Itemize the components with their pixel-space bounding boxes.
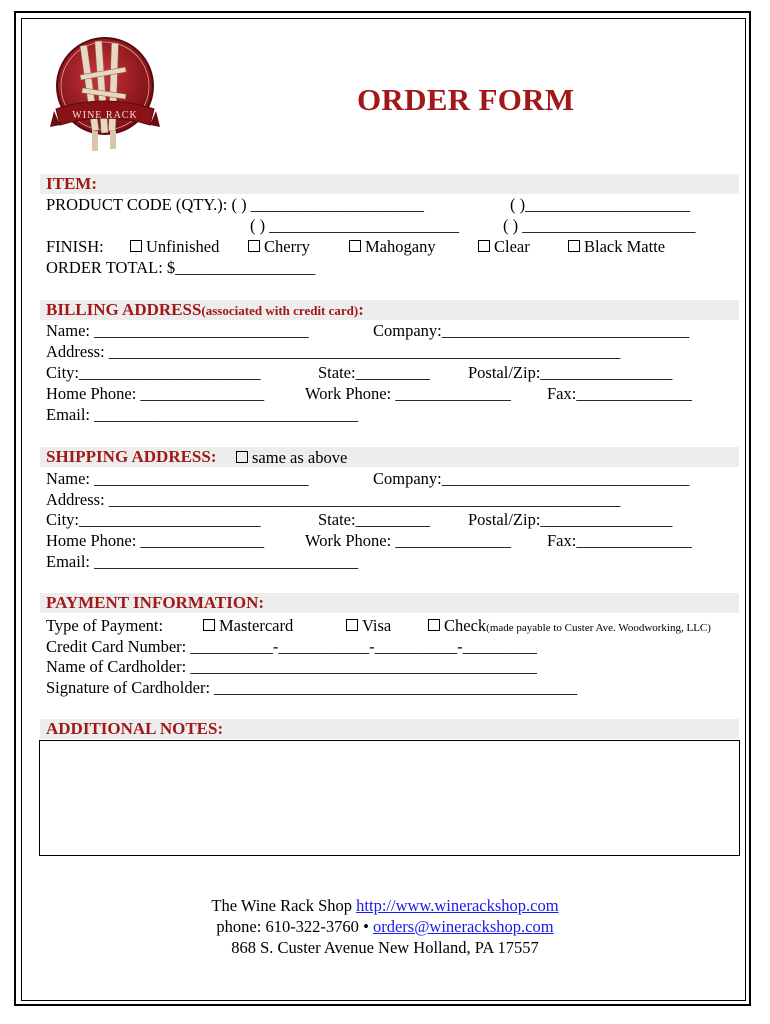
checkbox-icon[interactable] bbox=[478, 240, 490, 252]
mastercard-label: Mastercard bbox=[219, 616, 294, 635]
additional-notes-box[interactable] bbox=[39, 740, 740, 856]
checkbox-icon[interactable] bbox=[203, 619, 215, 631]
cardholder-name-field[interactable]: Name of Cardholder: __________________________________________ bbox=[46, 657, 537, 676]
footer-line-1 bbox=[0, 896, 770, 916]
order-total-field[interactable]: ORDER TOTAL: $_________________ bbox=[46, 258, 316, 277]
mastercard-option[interactable] bbox=[203, 616, 293, 636]
finish-clear-option[interactable] bbox=[478, 237, 530, 257]
page-title: ORDER FORM bbox=[357, 82, 575, 117]
billing-address-field[interactable]: Address: ______________________________________________________________ bbox=[46, 342, 621, 361]
shipping-address-field[interactable]: Address: ______________________________________________________________ bbox=[46, 490, 621, 509]
billing-home-phone-field[interactable]: Home Phone: _______________ bbox=[46, 384, 265, 403]
check-note: (made payable to Custer Ave. Woodworking, LLC) bbox=[486, 622, 711, 634]
finish-cherry-option[interactable] bbox=[248, 237, 310, 257]
billing-work-phone-field[interactable]: Work Phone: ______________ bbox=[305, 384, 511, 403]
item-section-band bbox=[40, 174, 739, 194]
credit-card-number-field[interactable]: Credit Card Number: __________-___________-__________-_________ bbox=[46, 637, 537, 656]
shipping-name-field[interactable]: Name: __________________________ bbox=[46, 469, 309, 488]
check-option[interactable] bbox=[428, 616, 711, 636]
billing-email-field[interactable]: Email: ________________________________ bbox=[46, 405, 359, 424]
same-as-above-label: same as above bbox=[252, 448, 348, 467]
billing-name-field[interactable]: Name: __________________________ bbox=[46, 321, 309, 340]
logo-text: WINE RACK bbox=[72, 110, 138, 121]
finish-clear-label: Clear bbox=[494, 237, 530, 256]
billing-heading-text: BILLING ADDRESS bbox=[46, 300, 202, 319]
product-code-row-1b[interactable]: ( )____________________ bbox=[510, 195, 691, 214]
checkbox-icon[interactable] bbox=[428, 619, 440, 631]
billing-heading-note: (associated with credit card) bbox=[201, 303, 359, 318]
footer-address: 868 S. Custer Avenue New Holland, PA 17557 bbox=[231, 938, 539, 957]
finish-cherry-label: Cherry bbox=[264, 237, 310, 256]
cardholder-signature-field[interactable]: Signature of Cardholder: ____________________________________________ bbox=[46, 678, 578, 697]
billing-fax-field[interactable]: Fax:______________ bbox=[547, 384, 692, 403]
checkbox-icon[interactable] bbox=[346, 619, 358, 631]
checkbox-icon[interactable] bbox=[248, 240, 260, 252]
finish-unfinished-option[interactable] bbox=[130, 237, 219, 257]
shipping-email-field[interactable]: Email: ________________________________ bbox=[46, 552, 359, 571]
checkbox-icon[interactable] bbox=[568, 240, 580, 252]
bullet-icon: • bbox=[363, 917, 369, 936]
wine-rack-logo bbox=[50, 31, 160, 153]
finish-unfinished-label: Unfinished bbox=[146, 237, 220, 256]
shipping-city-field[interactable]: City:______________________ bbox=[46, 510, 261, 529]
finish-label: FINISH: bbox=[46, 237, 104, 256]
product-code-row-1[interactable]: PRODUCT CODE (QTY.): ( ) _____________________ bbox=[46, 195, 424, 214]
shipping-state-field[interactable]: State:_________ bbox=[318, 510, 430, 529]
shipping-company-field[interactable]: Company:______________________________ bbox=[373, 469, 690, 488]
shipping-heading: SHIPPING ADDRESS: bbox=[46, 447, 217, 466]
shop-name: The Wine Rack Shop bbox=[211, 896, 353, 915]
shipping-fax-field[interactable]: Fax:______________ bbox=[547, 531, 692, 550]
finish-black-matte-label: Black Matte bbox=[584, 237, 666, 256]
billing-postal-field[interactable]: Postal/Zip:________________ bbox=[468, 363, 673, 382]
notes-heading: ADDITIONAL NOTES: bbox=[46, 719, 224, 738]
product-code-row-2[interactable]: ( ) _______________________ bbox=[250, 216, 459, 235]
billing-company-field[interactable]: Company:______________________________ bbox=[373, 321, 690, 340]
phone-text: phone: 610-322-3760 bbox=[216, 917, 359, 936]
email-link[interactable]: orders@winerackshop.com bbox=[372, 917, 554, 936]
shipping-work-phone-field[interactable]: Work Phone: ______________ bbox=[305, 531, 511, 550]
checkbox-icon[interactable] bbox=[130, 240, 142, 252]
shipping-postal-field[interactable]: Postal/Zip:________________ bbox=[468, 510, 673, 529]
website-link[interactable]: http://www.winerackshop.com bbox=[356, 896, 559, 915]
billing-heading bbox=[46, 300, 364, 320]
item-heading: ITEM: bbox=[46, 174, 97, 193]
billing-city-field[interactable]: City:______________________ bbox=[46, 363, 261, 382]
finish-mahogany-label: Mahogany bbox=[365, 237, 436, 256]
checkbox-icon[interactable] bbox=[349, 240, 361, 252]
shipping-home-phone-field[interactable]: Home Phone: _______________ bbox=[46, 531, 265, 550]
payment-type-label: Type of Payment: bbox=[46, 616, 164, 635]
visa-label: Visa bbox=[362, 616, 392, 635]
visa-option[interactable] bbox=[346, 616, 391, 636]
payment-heading: PAYMENT INFORMATION: bbox=[46, 593, 265, 612]
billing-state-field[interactable]: State:_________ bbox=[318, 363, 430, 382]
check-label: Check bbox=[444, 616, 487, 635]
same-as-above-option[interactable] bbox=[236, 448, 347, 468]
billing-heading-colon: : bbox=[358, 300, 364, 319]
finish-mahogany-option[interactable] bbox=[349, 237, 436, 257]
footer-line-2 bbox=[0, 917, 770, 937]
finish-black-matte-option[interactable] bbox=[568, 237, 665, 257]
checkbox-icon[interactable] bbox=[236, 451, 248, 463]
product-code-row-2b[interactable]: ( ) _____________________ bbox=[503, 216, 696, 235]
